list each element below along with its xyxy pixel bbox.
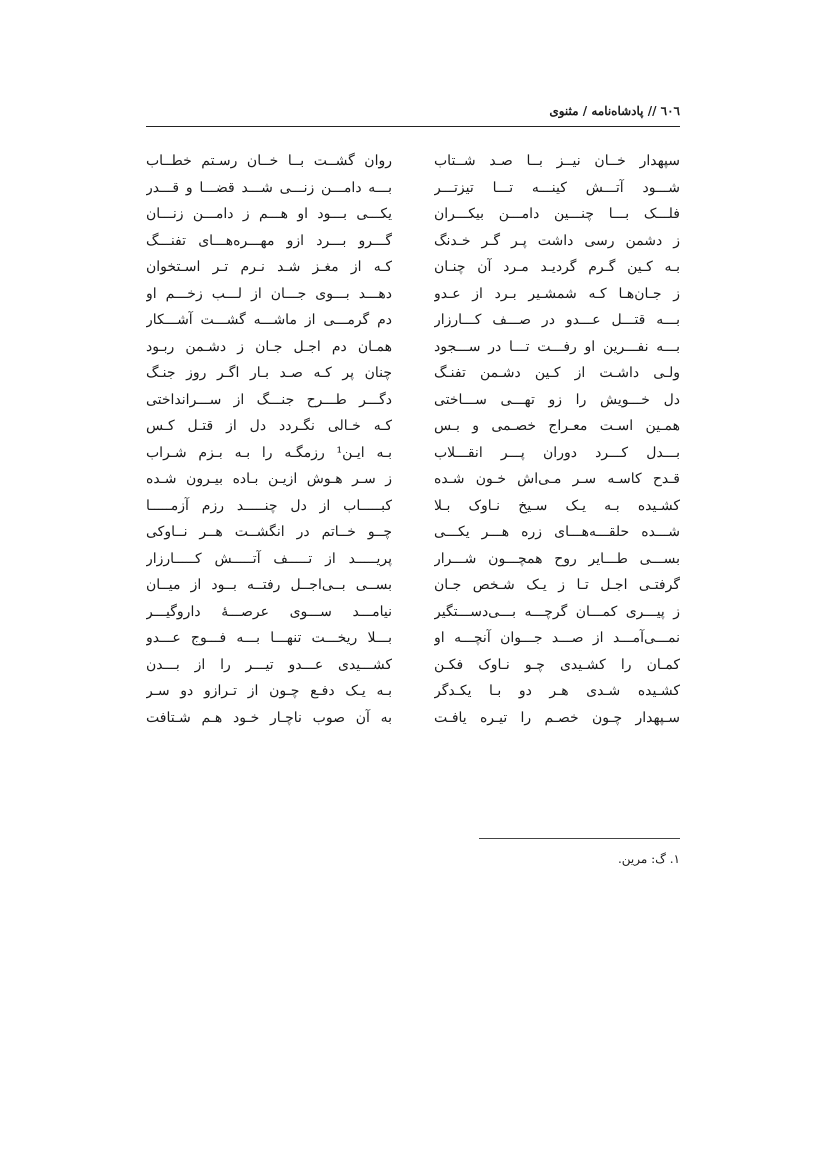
hemistich-right: کمـان را کشـیدی چـو نـاوک فکـن xyxy=(434,656,680,673)
hemistich-right: ز جـان‌هـا کـه شمشـیر بـرد از عـدو xyxy=(434,285,680,302)
hemistich-left: بـه ایـن¹ رزمگـه را بـه بـزم شـراب xyxy=(146,444,392,461)
hemistich-left: دگـــر طـــرح جنـــگ از ســـرانداختی xyxy=(146,391,392,408)
hemistich-right: قـدح کاسـه سـر مـی‌اش خـون شـده xyxy=(434,471,680,487)
hemistich-left: همـان دم اجـل جـان ز دشـمن ربـود xyxy=(146,338,392,355)
hemistich-left: کبـــــاب از دل چنـــــد رزم آزمـــــا xyxy=(146,497,392,514)
hemistich-right: ز دشمن رسی داشت پـر گـر خـدنگ xyxy=(434,232,680,249)
couplet xyxy=(146,493,680,520)
hemistich-right: کشـیده شـدی هـر دو بـا یکـدگر xyxy=(434,683,680,699)
couplet xyxy=(146,360,680,387)
hemistich-left: یکـــی بـــود او هـــم ز دامـــن زنـــان xyxy=(146,206,392,222)
hemistich-left: نیامـــد ســـوی عرصـــهٔ داروگیـــر xyxy=(146,603,392,620)
hemistich-left: ز سـر هـوش ازیـن بـاده بیـرون شـده xyxy=(146,471,392,487)
couplet xyxy=(146,466,680,493)
hemistich-right: همـین اسـت معـراج خصـمی و بـس xyxy=(434,418,680,434)
hemistich-right: بســـی طـــایر روح همچـــون شـــرار xyxy=(434,550,680,567)
hemistich-right: شـــود آتـــش کینـــه تـــا تیزتـــر xyxy=(434,179,680,196)
couplet xyxy=(146,705,680,732)
hemistich-right: فلـــک بـــا چنـــین دامـــن بیکـــران xyxy=(434,206,680,222)
couplet xyxy=(146,148,680,175)
hemistich-left: بســی بــی‌اجــل رفتــه بــود از میــان xyxy=(146,577,392,593)
couplet xyxy=(146,519,680,546)
couplet xyxy=(146,281,680,308)
hemistich-left: پریـــــد از تـــــف آتـــــش کـــــارزار xyxy=(146,550,392,567)
couplet xyxy=(146,334,680,361)
hemistich-right: کشـیده بـه یـک سـیخ نـاوک بـلا xyxy=(434,497,680,514)
header-divider xyxy=(146,126,680,127)
couplet xyxy=(146,201,680,228)
hemistich-right: بـــه قتـــل عـــدو در صـــف کـــارزار xyxy=(434,312,680,328)
hemistich-right: گرفتـی اجـل تـا ز یـک شـخص جـان xyxy=(434,577,680,593)
hemistich-left: روان گشــت بــا خــان رسـتم خطــاب xyxy=(146,153,392,169)
running-header: ٦٠٦ // پادشاه‌نامه / مثنوی xyxy=(549,104,680,118)
couplet xyxy=(146,387,680,414)
hemistich-left: چــو خــاتم در انگشــت هــر نــاوکی xyxy=(146,524,392,540)
hemistich-right: نمـــی‌آمـــد از صـــد جـــوان آنچـــه او xyxy=(434,630,680,646)
hemistich-left: کشـــیدی عـــدو تیـــر را از بـــدن xyxy=(146,656,392,673)
couplet xyxy=(146,254,680,281)
hemistich-right: سپهدار خــان نیــز بــا صـد شــتاب xyxy=(434,153,680,169)
couplet xyxy=(146,307,680,334)
footnote-divider xyxy=(479,838,680,839)
poem-body xyxy=(146,148,680,731)
couplet xyxy=(146,175,680,202)
hemistich-left: گـــرو بـــرد ازو مهـــره‌هـــای تفنـــگ xyxy=(146,232,392,249)
footnote: ۱. گ: مرین. xyxy=(617,852,680,866)
couplet xyxy=(146,440,680,467)
couplet xyxy=(146,652,680,679)
hemistich-left: دهـــد بـــوی جـــان از لـــب زخـــم او xyxy=(146,285,392,302)
couplet xyxy=(146,599,680,626)
hemistich-left: بـــه دامـــن زنـــی شـــد قضـــا و قـــدر xyxy=(146,179,392,196)
couplet xyxy=(146,228,680,255)
hemistich-left: چنان پر کـه صـد بـار اگـر روز جنـگ xyxy=(146,365,392,381)
hemistich-right: بـه کـین گـرم گردیـد مـرد آن چنـان xyxy=(434,259,680,275)
hemistich-right: بـــدل کـــرد دوران پـــر انقـــلاب xyxy=(434,444,680,461)
hemistich-left: دم گرمـــی از ماشـــه گشـــت آشـــکار xyxy=(146,312,392,328)
hemistich-left: به آن صوب ناچـار خـود هـم شـتافت xyxy=(146,709,392,726)
hemistich-left: کـه از مغـز شـد نـرم تـر اسـتخوان xyxy=(146,259,392,275)
hemistich-right: شـــده حلقـــه‌هـــای زره هـــر یکـــی xyxy=(434,524,680,540)
hemistich-left: بـــلا ریخـــت تنهـــا بـــه فـــوج عـــدو xyxy=(146,630,392,646)
couplet xyxy=(146,572,680,599)
hemistich-right: ولـی داشـت از کـین دشـمن تفنـگ xyxy=(434,365,680,381)
hemistich-right: بـــه نفـــرین او رفـــت تـــا در ســـجود xyxy=(434,338,680,355)
hemistich-left: بـه یـک دفـع چـون از تـرازو دو سـر xyxy=(146,683,392,699)
hemistich-right: دل خـــویش را زو تهـــی ســـاختی xyxy=(434,391,680,408)
hemistich-right: سـپهدار چـون خصـم را تیـره یافـت xyxy=(434,709,680,726)
hemistich-left: کـه خـالی نگـردد دل از قتـل کـس xyxy=(146,418,392,434)
couplet xyxy=(146,625,680,652)
couplet xyxy=(146,546,680,573)
couplet xyxy=(146,678,680,705)
couplet xyxy=(146,413,680,440)
hemistich-right: ز پیـــری کمـــان گرچـــه بـــی‌دســـتگیر xyxy=(434,603,680,620)
